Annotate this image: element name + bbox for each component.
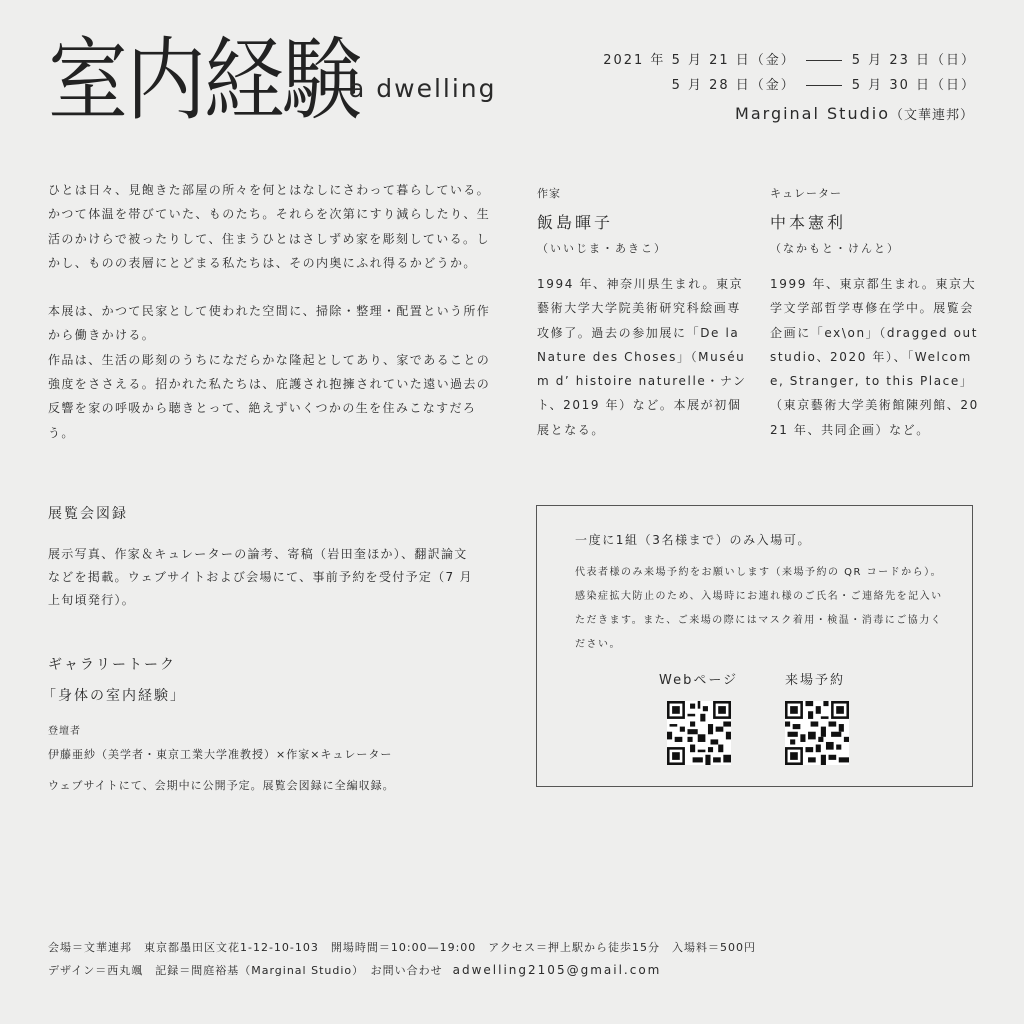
venue-name: Marginal Studio: [735, 104, 890, 123]
artist-name: 飯島暉子: [537, 213, 614, 232]
exhibition-title-en: a dwelling: [349, 74, 497, 103]
curator-name: 中本憲利: [770, 213, 847, 232]
talk-note: ウェブサイトにて、会期中に公開予定。展覧会図録に全編収録。: [48, 779, 395, 792]
qr-reserve-label: 来場予約: [785, 673, 846, 688]
curator-bio: 1999 年、東京都生まれ。東京大学文学部哲学専修在学中。展覧会企画に「ex\on」（dragged out studio、2020 年）、「Welcome, Stranger, to this Place」（東京藝術大学美術館陳列館、2021 年、共同企画）など。: [770, 277, 979, 437]
talk-title: ギャラリートーク: [48, 657, 176, 673]
artist-role: 作家: [537, 187, 561, 200]
admission-notice: [536, 505, 973, 787]
artist-kana: （いいじま・あきこ）: [537, 242, 667, 255]
date-range-2: [603, 73, 976, 98]
notice-body: 代表者様のみ来場予約をお願いします（来場予約の QR コードから）。感染症拡大防止のため、入場時にお連れ様のご氏名・ご連絡先を記入いただきます。また、ご来場の際にはマスク着用・検温・消毒にご協力ください。: [575, 567, 943, 650]
artist-bio: 1994 年、神奈川県生まれ。東京藝術大学大学院美術研究科絵画専攻修了。過去の参加展に「De la Nature des Choses」（Muséum d’ histoire naturelle・ナント、2019 年）など。本展が初個展となる。: [537, 277, 747, 437]
notice-headline: 一度に1組（3名様まで）のみ入場可。: [575, 533, 812, 547]
talk-speakers-label: 登壇者: [48, 726, 81, 737]
catalog-title: 展覧会図録: [48, 506, 128, 522]
date-start-2: 5 月 28 日（金）: [671, 78, 796, 93]
qr-code-web-icon[interactable]: [667, 701, 731, 765]
catalog-body: 展示写真、作家＆キュレーターの論考、寄稿（岩田奎ほか）、翻訳論文などを掲載。ウェブサイトおよび会場にて、事前予約を受付予定（7 月上旬頃発行）。: [48, 547, 473, 607]
exhibition-title-jp: 室内経験: [48, 28, 360, 133]
talk-speakers: 伊藤亜紗（美学者・東京工業大学准教授）×作家×キュレーター: [48, 748, 393, 761]
curator-role: キュレーター: [770, 187, 842, 200]
venue: [735, 104, 974, 123]
footer-info: 会場＝文華連邦 東京都墨田区文花1-12-10-103 開場時間＝10:00—19:00 アクセス＝押上駅から徒歩15分 入場料＝500円: [48, 941, 756, 954]
footer-credits-text: デザイン＝西丸颯 記録＝間庭裕基（Marginal Studio） お問い合わせ: [48, 964, 443, 977]
qr-code-reservation-icon[interactable]: [785, 701, 849, 765]
talk-subtitle: 「身体の室内経験」: [42, 688, 186, 704]
curator-kana: （なかもと・けんと）: [770, 242, 900, 255]
footer-credits: [48, 962, 661, 978]
venue-sub: （文華連邦）: [889, 108, 974, 123]
qr-web-label: Webページ: [659, 673, 739, 688]
date-end-2: 5 月 30 日（日）: [851, 78, 976, 93]
date-dash: [806, 85, 842, 86]
contact-email-link[interactable]: adwelling2105@gmail.com: [452, 963, 662, 977]
intro-paragraph-2b: 作品は、生活の彫刻のうちになだらかな隆起としてあり、家であることの強度をささえる。招かれた私たちは、庇護され抱擁されていた遠い過去の反響を家の呼吸から聴きとって、絶えずいくつかの生を住みこなすだろう。: [48, 352, 491, 440]
date-dash: [806, 60, 842, 61]
intro-paragraph-1: ひとは日々、見飽きた部屋の所々を何とはなしにさわって暮らしている。かつて体温を帯びていた、ものたち。それらを次第にすり減らしたり、生活のかけらで被ったりして、住まうひとはさしずめ家を彫刻している。しかし、ものの表層にとどまる私たちは、その内奥にふれ得るかどうか。: [48, 183, 491, 270]
exhibition-dates: [603, 48, 976, 98]
date-start-1: 2021 年 5 月 21 日（金）: [603, 53, 796, 68]
intro-text: [48, 178, 498, 469]
date-end-1: 5 月 23 日（日）: [851, 53, 976, 68]
intro-paragraph-2a: 本展は、かつて民家として使われた空間に、掃除・整理・配置という所作から働きかける。: [48, 304, 491, 343]
date-range-1: [603, 48, 976, 73]
